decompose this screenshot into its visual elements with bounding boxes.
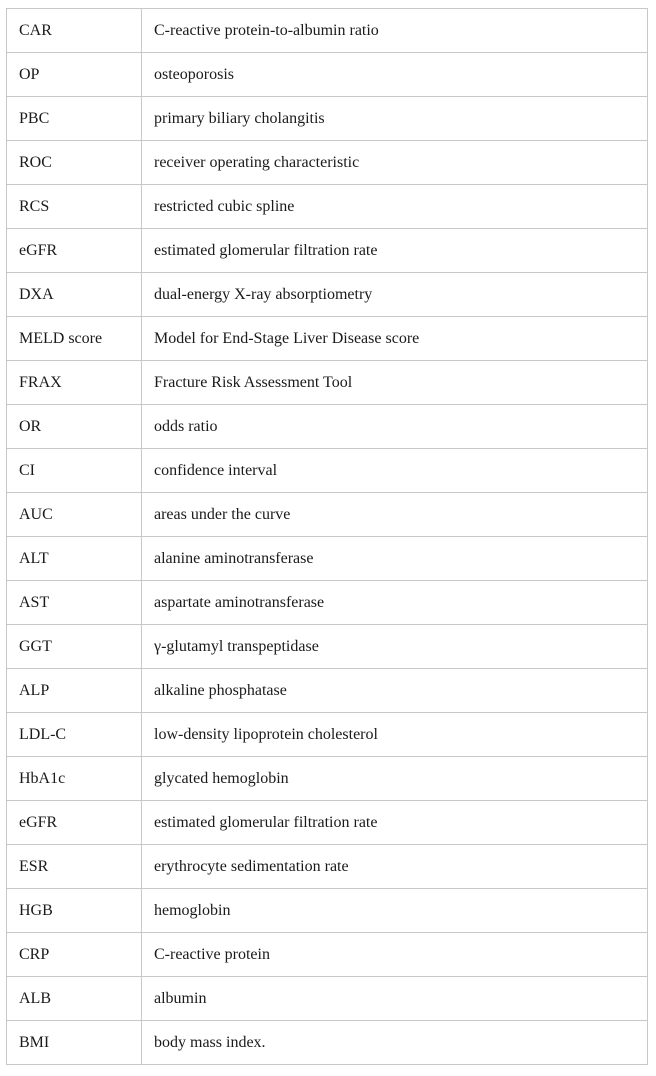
table-row	[7, 97, 648, 141]
abbreviation-cell: CI	[7, 449, 142, 493]
abbreviation-cell: HGB	[7, 889, 142, 933]
table-row	[7, 625, 648, 669]
abbreviation-cell: ROC	[7, 141, 142, 185]
definition-cell: γ-glutamyl transpeptidase	[142, 625, 648, 669]
definition-cell: alkaline phosphatase	[142, 669, 648, 713]
definition-cell: primary biliary cholangitis	[142, 97, 648, 141]
definition-cell: erythrocyte sedimentation rate	[142, 845, 648, 889]
table-row	[7, 9, 648, 53]
abbreviation-cell: DXA	[7, 273, 142, 317]
table-row	[7, 185, 648, 229]
definition-cell: hemoglobin	[142, 889, 648, 933]
definition-cell: Fracture Risk Assessment Tool	[142, 361, 648, 405]
abbreviations-table-body	[7, 9, 648, 1065]
abbreviation-cell: LDL-C	[7, 713, 142, 757]
abbreviation-cell: PBC	[7, 97, 142, 141]
definition-cell: C-reactive protein-to-albumin ratio	[142, 9, 648, 53]
definition-cell: areas under the curve	[142, 493, 648, 537]
table-row	[7, 53, 648, 97]
table-row	[7, 273, 648, 317]
abbreviation-cell: eGFR	[7, 229, 142, 273]
definition-cell: restricted cubic spline	[142, 185, 648, 229]
table-row	[7, 141, 648, 185]
table-row	[7, 933, 648, 977]
definition-cell: Model for End-Stage Liver Disease score	[142, 317, 648, 361]
abbreviation-cell: FRAX	[7, 361, 142, 405]
table-row	[7, 229, 648, 273]
abbreviation-cell: RCS	[7, 185, 142, 229]
definition-cell: odds ratio	[142, 405, 648, 449]
table-row	[7, 493, 648, 537]
table-row	[7, 801, 648, 845]
definition-cell: estimated glomerular filtration rate	[142, 801, 648, 845]
table-row	[7, 713, 648, 757]
table-row	[7, 361, 648, 405]
table-row	[7, 889, 648, 933]
abbreviation-cell: GGT	[7, 625, 142, 669]
definition-cell: aspartate aminotransferase	[142, 581, 648, 625]
table-row	[7, 977, 648, 1021]
abbreviation-cell: ALP	[7, 669, 142, 713]
abbreviation-cell: AST	[7, 581, 142, 625]
table-row	[7, 669, 648, 713]
abbreviation-cell: CRP	[7, 933, 142, 977]
abbreviation-cell: CAR	[7, 9, 142, 53]
abbreviation-cell: ESR	[7, 845, 142, 889]
definition-cell: body mass index.	[142, 1021, 648, 1065]
table-row	[7, 317, 648, 361]
definition-cell: albumin	[142, 977, 648, 1021]
abbreviations-table	[6, 8, 648, 1065]
abbreviation-cell: BMI	[7, 1021, 142, 1065]
definition-cell: confidence interval	[142, 449, 648, 493]
table-row	[7, 1021, 648, 1065]
table-row	[7, 405, 648, 449]
abbreviation-cell: ALT	[7, 537, 142, 581]
definition-cell: receiver operating characteristic	[142, 141, 648, 185]
definition-cell: estimated glomerular filtration rate	[142, 229, 648, 273]
definition-cell: C-reactive protein	[142, 933, 648, 977]
definition-cell: alanine aminotransferase	[142, 537, 648, 581]
table-row	[7, 449, 648, 493]
definition-cell: glycated hemoglobin	[142, 757, 648, 801]
abbreviation-cell: OR	[7, 405, 142, 449]
abbreviation-cell: HbA1c	[7, 757, 142, 801]
abbreviation-cell: eGFR	[7, 801, 142, 845]
definition-cell: low-density lipoprotein cholesterol	[142, 713, 648, 757]
abbreviation-cell: AUC	[7, 493, 142, 537]
abbreviation-cell: OP	[7, 53, 142, 97]
table-row	[7, 537, 648, 581]
table-row	[7, 845, 648, 889]
abbreviation-cell: MELD score	[7, 317, 142, 361]
definition-cell: osteoporosis	[142, 53, 648, 97]
definition-cell: dual-energy X-ray absorptiometry	[142, 273, 648, 317]
table-row	[7, 581, 648, 625]
table-row	[7, 757, 648, 801]
abbreviation-cell: ALB	[7, 977, 142, 1021]
